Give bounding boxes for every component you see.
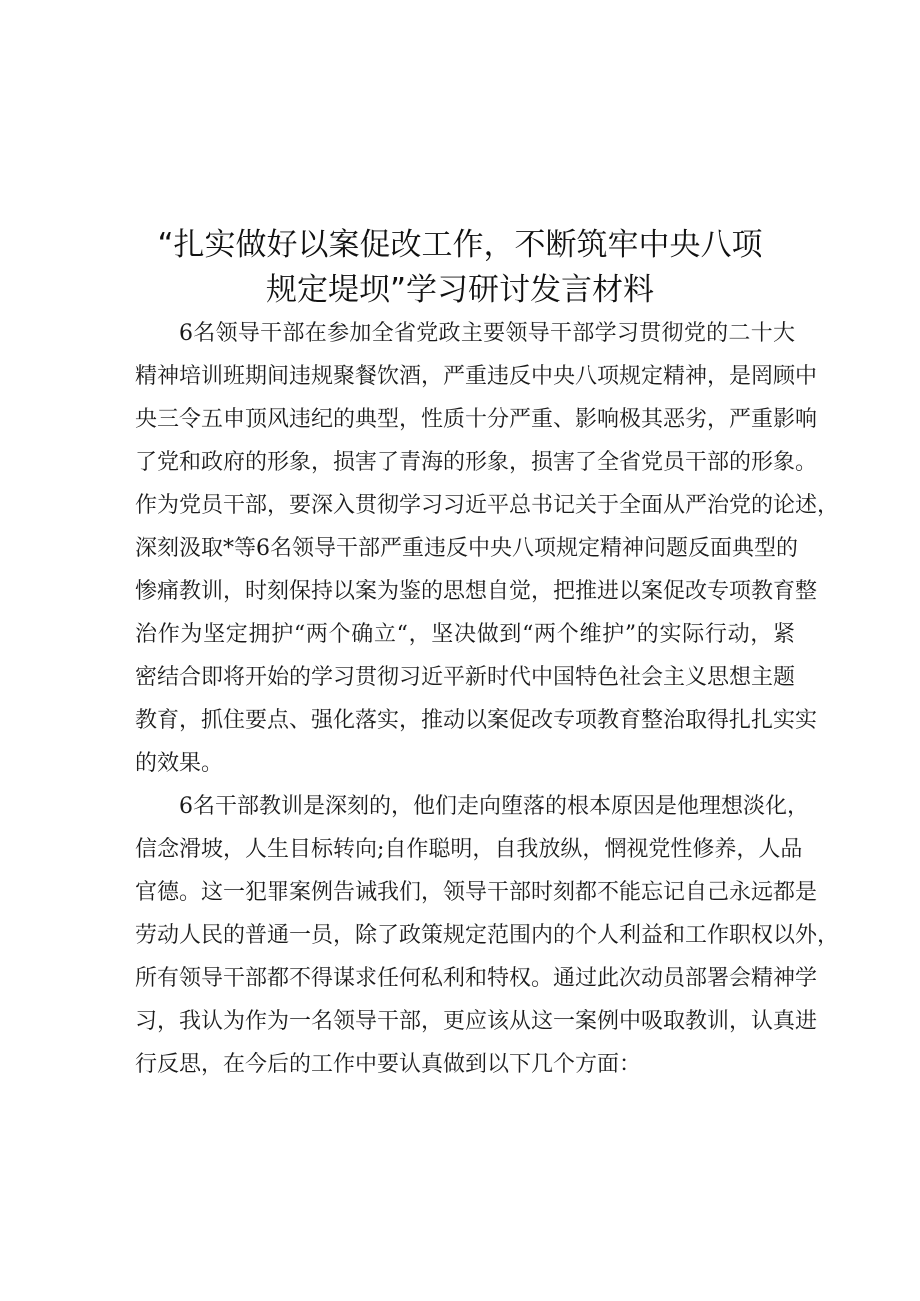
- paragraph-line: 教育，抓住要点、强化落实，推动以案促改专项教育整治取得扎扎实实: [135, 708, 818, 733]
- paragraph-line: 治作为坚定拥护“两个确立“，坚决做到“两个维护”的实际行动，紧: [135, 622, 795, 647]
- document-title-line-1: “扎实做好以案促改工作，不断筑牢中央八项: [157, 227, 763, 263]
- paragraph-1: [135, 312, 840, 785]
- paragraph-line: 官德。这一犯罪案例告诫我们，领导干部时刻都不能忘记自己永远都是: [135, 880, 818, 905]
- paragraph-line: 6名干部教训是深刻的，他们走向堕落的根本原因是他理想淡化，: [179, 794, 809, 819]
- paragraph-line: 作为党员干部，要深入贯彻学习习近平总书记关于全面从严治党的论述，: [135, 493, 840, 518]
- paragraph-line: 所有领导干部都不得谋求任何私利和特权。通过此次动员部署会精神学: [135, 966, 818, 991]
- paragraph-line: 行反思，在今后的工作中要认真做到以下几个方面：: [135, 1052, 642, 1077]
- paragraph-line: 密结合即将开始的学习贯彻习近平新时代中国特色社会主义思想主题: [135, 665, 796, 690]
- paragraph-line: 惨痛教训，时刻保持以案为鉴的思想自觉，把推进以案促改专项教育整: [135, 579, 818, 604]
- paragraph-line: 习，我认为作为一名领导干部，更应该从这一案例中吸取教训，认真进: [135, 1009, 818, 1034]
- paragraph-line: 央三令五申顶风违纪的典型，性质十分严重、影响极其恶劣，严重影响: [135, 407, 818, 432]
- paragraph-line: 精神培训班期间违规聚餐饮酒，严重违反中央八项规定精神，是罔顾中: [135, 364, 818, 389]
- document-title-line-2: 规定堤坝”学习研讨发言材料: [265, 272, 655, 308]
- paragraph-line: 6名领导干部在参加全省党政主要领导干部学习贯彻党的二十大: [179, 321, 795, 346]
- paragraph-line: 信念滑坡，人生目标转向;自作聪明，自我放纵，惘视党性修养，人品: [135, 837, 803, 862]
- paragraph-line: 的效果。: [135, 751, 224, 776]
- paragraph-line: 深刻汲取*等6名领导干部严重违反中央八项规定精神问题反面典型的: [135, 536, 798, 561]
- paragraph-line: 劳动人民的普通一员，除了政策规定范围内的个人利益和工作职权以外，: [135, 923, 840, 948]
- paragraph-2: [135, 785, 840, 1086]
- paragraph-line: 了党和政府的形象，损害了青海的形象，损害了全省党员干部的形象。: [135, 450, 818, 475]
